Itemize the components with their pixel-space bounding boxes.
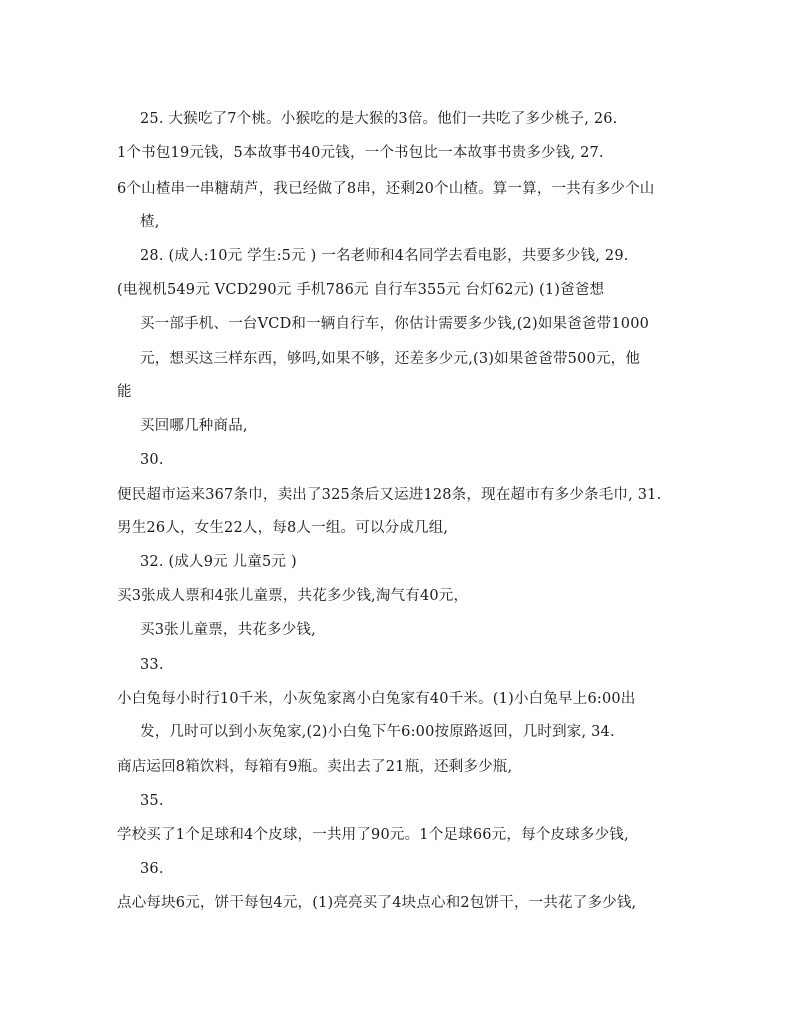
text-line: 发，几时可以到小灰兔家,(2)小白兔下午6:00按原路返回，几时到家, 34. (140, 724, 615, 740)
text-line: 买3张成人票和4张儿童票，共花多少钱,淘气有40元， (117, 588, 469, 604)
text-line: 30. (140, 452, 164, 468)
text-line: 32. (成人9元 儿童5元 ) (140, 554, 297, 570)
text-line: 商店运回8箱饮料，每箱有9瓶。卖出去了21瓶，还剩多少瓶, (117, 759, 513, 775)
text-line: 男生26人，女生22人，每8人一组。可以分成几组, (117, 520, 449, 536)
text-line: 买3张儿童票，共花多少钱, (140, 622, 316, 638)
text-line: 买回哪几种商品, (140, 418, 248, 434)
text-line: 学校买了1个足球和4个皮球，一共用了90元。1个足球66元，每个皮球多少钱, (117, 827, 629, 843)
text-line: 小白兔每小时行10千米，小灰兔家离小白兔家有40千米。(1)小白兔早上6:00出 (117, 691, 636, 707)
text-line: 点心每块6元，饼干每包4元，(1)亮亮买了4块点心和2包饼干，一共花了多少钱, (117, 895, 637, 911)
text-line: 能 (117, 384, 132, 400)
text-line: 33. (140, 657, 164, 673)
text-line: 35. (140, 793, 164, 809)
text-line: 元，想买这三样东西，够吗,如果不够，还差多少元,(3)如果爸爸带500元，他 (140, 351, 641, 367)
text-line: 36. (140, 861, 164, 877)
text-line: 便民超市运来367条巾，卖出了325条后又运进128条，现在超市有多少条毛巾, 31. (117, 487, 662, 503)
text-line: 6个山楂串一串糖葫芦，我已经做了8串，还剩20个山楂。算一算，一共有多少个山 (117, 181, 655, 197)
text-line: (电视机549元 VCD290元 手机786元 自行车355元 台灯62元) (1)爸爸想 (117, 282, 605, 298)
text-line: 25. 大猴吃了7个桃。小猴吃的是大猴的3倍。他们一共吃了多少桃子, 26. (140, 111, 618, 127)
text-line: 1个书包19元钱，5本故事书40元钱，一个书包比一本故事书贵多少钱, 27. (117, 145, 604, 161)
text-line: 买一部手机、一台VCD和一辆自行车，你估计需要多少钱,(2)如果爸爸带1000 (140, 316, 650, 332)
text-line: 28. (成人:10元 学生:5元 ) 一名老师和4名同学去看电影，共要多少钱, 29. (140, 248, 629, 264)
text-line: 楂, (140, 214, 160, 230)
